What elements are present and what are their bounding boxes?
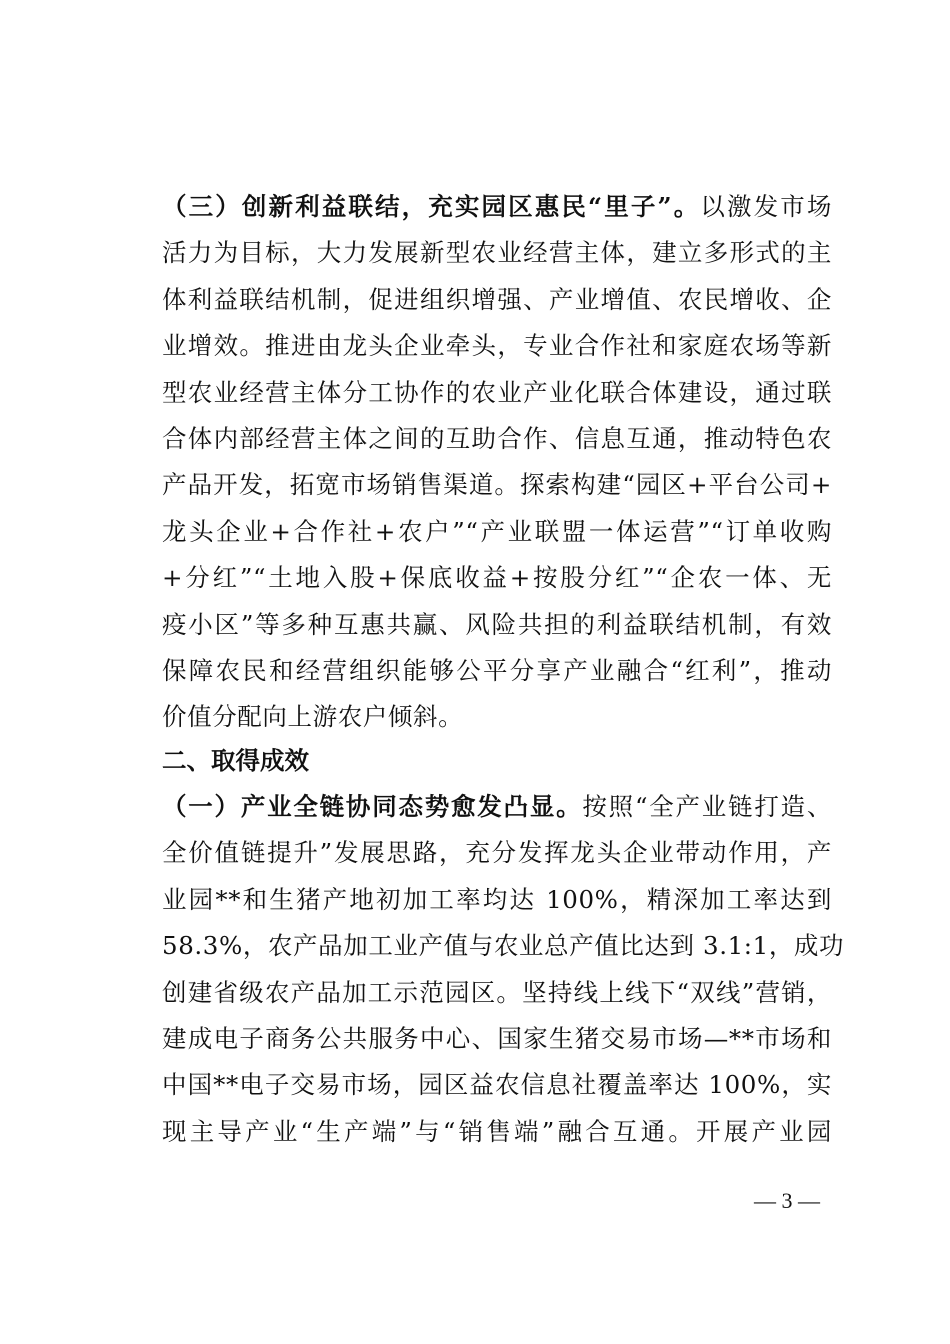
page-number: — 3 — — [754, 1188, 820, 1213]
paragraph-line: +分红”“土地入股+保底收益+按股分红”“企农一体、无 — [162, 563, 832, 593]
paragraph-line: 价值分配向上游农户倾斜。 — [162, 702, 464, 732]
paragraph-line: 业园**和生猪产地初加工率均达 100%，精深加工率达到 — [162, 884, 832, 914]
paragraph-line — [162, 184, 832, 230]
paragraph-line: 型农业经营主体分工协作的农业产业化联合体建设，通过联 — [162, 377, 832, 407]
section-three-paragraph — [162, 184, 832, 741]
line-text: 以激发市场 — [700, 192, 832, 221]
section-three-lead: （三）创新利益联结，充实园区惠民“里子”。 — [162, 192, 701, 221]
line-text: 按照“全产业链打造、 — [582, 792, 832, 821]
paragraph-line: 现主导产业“生产端”与“销售端”融合互通。开展产业园 — [162, 1116, 832, 1146]
paragraph-line: 业增效。推进由龙头企业牵头，专业合作社和家庭农场等新 — [162, 331, 832, 361]
section-one-lead: （一）产业全链协同态势愈发凸显。 — [162, 792, 583, 821]
paragraph-line: 58.3%，农产品加工业产值与农业总产值比达到 3.1:1，成功 — [162, 931, 845, 961]
section-one-paragraph — [162, 784, 845, 1155]
paragraph-line: 龙头企业+合作社+农户”“产业联盟一体运营”“订单收购 — [162, 516, 832, 546]
paragraph-line: 建成电子商务公共服务中心、国家生猪交易市场—**市场和 — [162, 1023, 832, 1053]
paragraph-line: 产品开发，拓宽市场销售渠道。探索构建“园区+平台公司+ — [162, 470, 832, 500]
paragraph-line: 创建省级农产品加工示范园区。坚持线上线下“双线”营销， — [162, 977, 832, 1007]
paragraph-line: 活力为目标，大力发展新型农业经营主体，建立多形式的主 — [162, 238, 832, 268]
section-heading: 二、取得成效 — [162, 746, 309, 775]
paragraph-line: 体利益联结机制，促进组织增强、产业增值、农民增收、企 — [162, 284, 832, 314]
paragraph-line: 保障农民和经营组织能够公平分享产业融合“红利”，推动 — [162, 655, 832, 685]
paragraph-line: 中国**电子交易市场，园区益农信息社覆盖率达 100%，实 — [162, 1070, 832, 1100]
paragraph-line — [162, 784, 832, 830]
paragraph-line: 全价值链提升”发展思路，充分发挥龙头企业带动作用，产 — [162, 838, 832, 868]
paragraph-line: 合体内部经营主体之间的互助合作、信息互通，推动特色农 — [162, 423, 832, 453]
paragraph-line: 疫小区”等多种互惠共赢、风险共担的利益联结机制，有效 — [162, 609, 832, 639]
